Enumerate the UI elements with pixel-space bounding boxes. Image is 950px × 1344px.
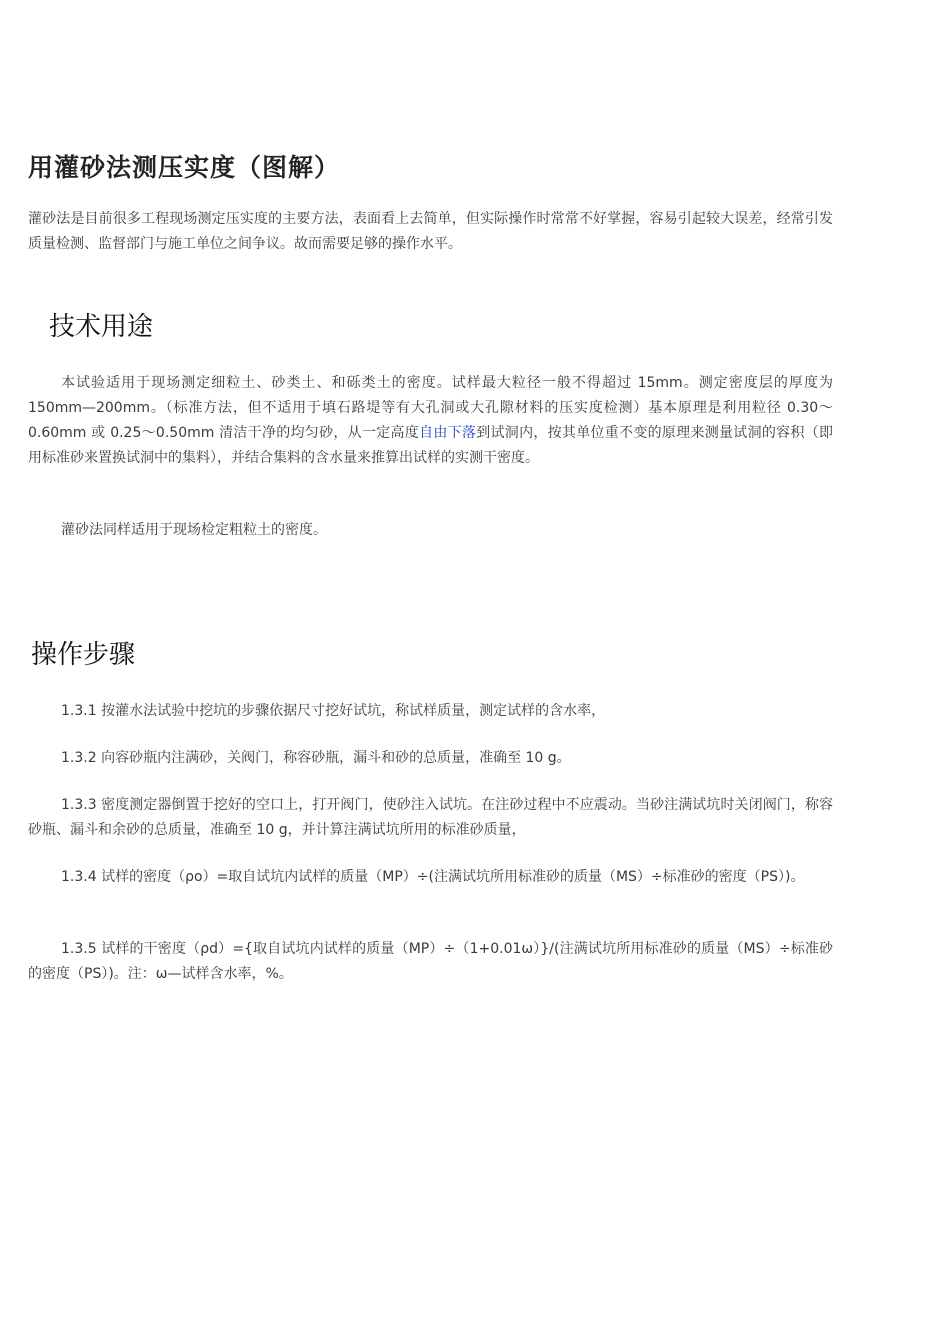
step-paragraph: 1.3.2 向容砂瓶内注满砂，关阀门，称容砂瓶，漏斗和砂的总质量，准确至 10 g。 [61,750,571,766]
intro-paragraph: 灌砂法是目前很多工程现场测定压实度的主要方法，表面看上去简单，但实际操作时常常不好掌握，容易引起较大误差，经常引发质量检测、监督部门与施工单位之间争议。故而需要足够的操作水平。 [28,211,833,252]
step-paragraph: 1.3.5 试样的干密度（ρd）={取自试坑内试样的质量（MP）÷（1+0.01ω）}/(注满试坑所用标准砂的质量（MS）÷标准砂的密度（PS）)。注：ω—试样含水率，%。 [28,941,833,982]
section-heading-steps: 操作步骤 [31,640,136,670]
use-paragraph-1 [28,371,833,471]
step-paragraph: 1.3.4 试样的密度（ρo）=取自试坑内试样的质量（MP）÷(注满试坑所用标准砂的质量（MS）÷标准砂的密度（PS）)。 [61,869,805,885]
use-paragraph-1-text-a: 本试验适用于现场测定细粒土、砂类土、和砾类土的密度。试样最大粒径一般不得超过 15mm。测定密度层的厚度为 150mm—200mm。（标准方法，但不适用于填石路堤等有大孔洞或大孔隙材料的压实度检测）基本原理是利用粒径 0.30～0.60mm 或 0.25～0.50mm 清洁干净的均匀砂，从一定高度 [28,375,833,441]
section-heading-use: 技术用途 [49,312,154,342]
use-paragraph-2: 灌砂法同样适用于现场检定粗粒土的密度。 [61,522,327,538]
step-paragraph: 1.3.3 密度测定器倒置于挖好的空口上，打开阀门，使砂注入试坑。在注砂过程中不应震动。当砂注满试坑时关闭阀门，称容砂瓶、漏斗和余砂的总质量，准确至 10 g，并计算注满试坑所用的标准砂质量， [28,797,833,838]
step-paragraph: 1.3.1 按灌水法试验中挖坑的步骤依据尺寸挖好试坑，称试样质量，测定试样的含水率， [61,703,606,719]
page-title: 用灌砂法测压实度（图解） [28,153,341,182]
free-fall-link[interactable]: 自由下落 [419,425,477,441]
use-paragraph-1-text-b: 到试洞内，按其单位重不变的原理来测量试洞的容积（即用标准砂来置换试洞中的集料），并结合集料的含水量来推算出试样的实测干密度。 [28,425,834,466]
